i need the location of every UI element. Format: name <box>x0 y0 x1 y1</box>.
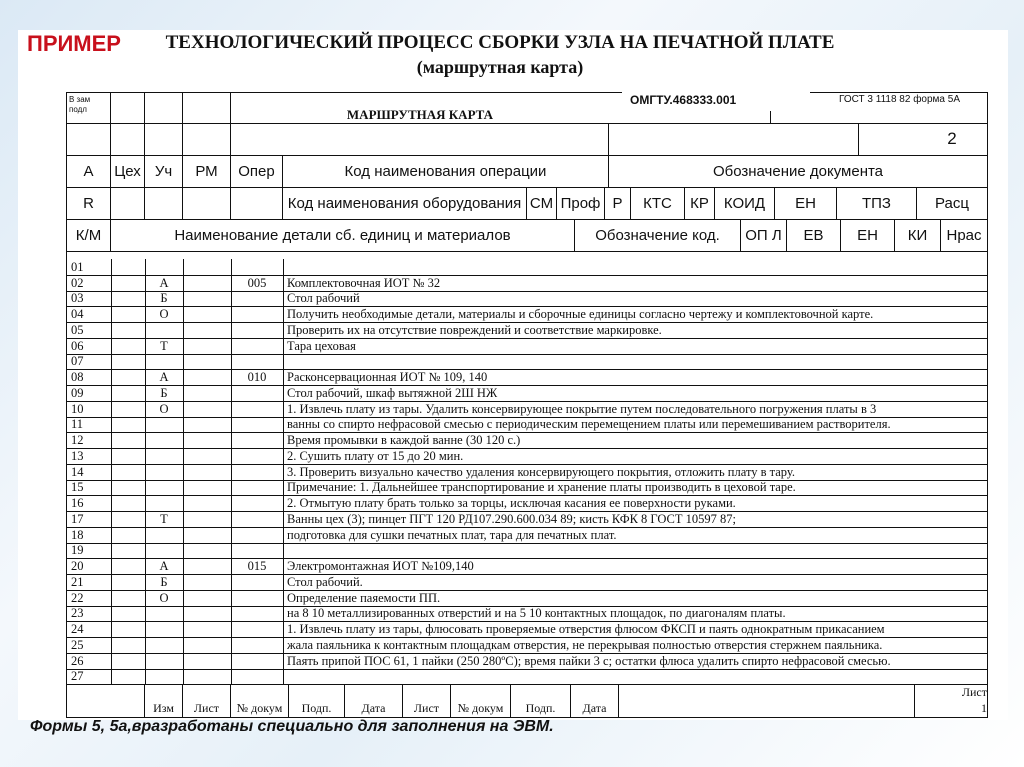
line-number: 19 <box>71 543 84 558</box>
line-mark: Б <box>160 385 168 400</box>
col-document: Обозначение документа <box>712 162 884 180</box>
table-row <box>67 511 987 528</box>
table-row <box>67 448 987 465</box>
line-operation: 005 <box>247 275 267 290</box>
line-text: Стол рабочий <box>287 291 360 306</box>
footer-sign-2: Подп. <box>511 685 571 717</box>
stamp-cell <box>609 123 859 155</box>
col-rasc: Расц <box>935 194 969 212</box>
col-workshop: Цех <box>111 155 145 187</box>
line-number: 22 <box>71 590 84 605</box>
line-number: 13 <box>71 448 84 463</box>
card-title-row <box>231 107 987 123</box>
line-text: 2. Сушить плату от 15 до 20 мин. <box>287 448 464 463</box>
table-row <box>67 385 987 402</box>
table-row <box>67 259 987 276</box>
table-row <box>67 479 987 496</box>
line-text: Получить необходимые детали, материалы и сборочные единицы согласно чертежу и комплектовочной карте. <box>287 307 874 322</box>
table-row <box>67 542 987 559</box>
col-a: А <box>67 155 111 187</box>
line-number: 12 <box>71 433 84 448</box>
line-number: 21 <box>71 574 84 589</box>
page-title: ТЕХНОЛОГИЧЕСКИЙ ПРОЦЕСС СБОРКИ УЗЛА НА ПЕЧАТНОЙ ПЛАТЕ <box>165 32 835 53</box>
col-sm: СМ <box>527 187 557 219</box>
col-section: Уч <box>145 155 183 187</box>
line-number: 05 <box>71 322 84 337</box>
route-card-form <box>66 92 988 718</box>
col-designation: Обозначение код. <box>575 219 741 251</box>
stamp-row-2 <box>67 123 987 156</box>
line-text: Комплектовочная ИОТ № 32 <box>287 275 441 290</box>
col-km: К/М <box>67 219 111 251</box>
table-row <box>67 653 987 670</box>
line-number: 08 <box>71 370 84 385</box>
line-text: Время промывки в каждой ванне (30 120 с.) <box>287 433 521 448</box>
col-en2: ЕН <box>841 219 895 251</box>
table-row <box>67 621 987 638</box>
stamp-cell <box>111 93 145 123</box>
footer-sheet-number: 1 <box>981 701 987 715</box>
line-text: Стол рабочий. <box>287 574 363 589</box>
grid-line <box>183 259 184 684</box>
line-text: Определение паяемости ПП. <box>287 590 441 605</box>
col-opl: ОП Л <box>741 219 787 251</box>
line-number: 27 <box>71 669 84 684</box>
line-number: 09 <box>71 385 84 400</box>
col-r: R <box>67 187 111 219</box>
table-row <box>67 668 987 685</box>
table-row <box>67 353 987 370</box>
line-operation: 010 <box>247 370 267 385</box>
line-mark: О <box>159 401 169 416</box>
line-number: 25 <box>71 637 84 652</box>
sheet-number: 2 <box>947 129 957 148</box>
table-row <box>67 275 987 292</box>
line-number: 07 <box>71 354 84 369</box>
footer-blank-wide <box>619 685 915 717</box>
card-title: МАРШРУТНАЯ КАРТА <box>346 107 494 122</box>
gost-label: ГОСТ 3 1118 82 форма 5А <box>839 94 960 105</box>
footer-change: Изм <box>145 685 183 717</box>
blank-cell <box>111 187 145 219</box>
col-en: ЕН <box>775 187 837 219</box>
line-mark: Т <box>160 511 168 526</box>
line-number: 10 <box>71 401 84 416</box>
table-row <box>67 574 987 591</box>
table-row <box>67 590 987 607</box>
footer-doc-no-2: № докум <box>451 685 511 717</box>
corner-label: В зам подл <box>67 93 111 123</box>
col-operation-code: Код наименования операции <box>283 155 609 187</box>
stamp-cell <box>111 123 145 155</box>
table-row <box>67 495 987 512</box>
example-label: ПРИМЕР <box>27 31 121 56</box>
footer-sheet-label: Лист <box>961 685 987 699</box>
document-code-overlay: ОМГТУ.468333.001 <box>622 89 810 111</box>
table-row <box>67 290 987 307</box>
blank-cell <box>183 187 231 219</box>
table-row <box>67 558 987 575</box>
col-kts: КТС <box>631 187 685 219</box>
line-text: на 8 10 металлизированных отверстий и на 5 10 контактных площадок, по диагоналям платы. <box>287 606 786 621</box>
line-text: жала паяльника к контактным площадкам отверстия, не перекрывая полностью отверстия стержнем паяльника. <box>287 637 883 652</box>
footer-sheet-box <box>915 685 987 717</box>
grid-line <box>231 259 232 684</box>
footer-blank <box>67 685 145 717</box>
line-number: 04 <box>71 307 84 322</box>
line-number: 17 <box>71 511 84 526</box>
stamp-cell <box>231 123 609 155</box>
line-text: Ванны цех (3); пинцет ПГТ 120 РД107.290.600.034 89; кисть КФК 8 ГОСТ 10597 87; <box>287 511 736 526</box>
signature-footer <box>67 684 987 717</box>
blank-cell <box>145 187 183 219</box>
table-row <box>67 637 987 654</box>
line-number: 03 <box>71 291 84 306</box>
line-text: Тара цеховая <box>287 338 356 353</box>
col-p: Р <box>605 187 631 219</box>
table-row <box>67 527 987 544</box>
col-operation: Опер <box>231 155 283 187</box>
line-text: Стол рабочий, шкаф вытяжной 2Ш НЖ <box>287 385 498 400</box>
line-text: 1. Извлечь плату из тары. Удалить консервирующее покрытие путем последовательного погружения платы в 3 <box>287 401 877 416</box>
line-text: Паять припой ПОС 61, 1 пайки (250 280ºС); время пайки 3 с; остатки флюса удалить спирто нефрасовой смесью. <box>287 653 891 668</box>
line-number: 16 <box>71 496 84 511</box>
line-number: 01 <box>71 260 84 274</box>
col-workplace: РМ <box>183 155 231 187</box>
footer-date-2: Дата <box>571 685 619 717</box>
line-number: 24 <box>71 622 84 637</box>
process-lines <box>67 259 987 684</box>
grid-line <box>145 259 146 684</box>
line-text: Расконсервационная ИОТ № 109, 140 <box>287 370 488 385</box>
stamp-cell <box>183 93 231 123</box>
line-number: 14 <box>71 464 84 479</box>
line-mark: А <box>159 275 169 290</box>
table-row <box>67 464 987 481</box>
header-row-3 <box>67 219 987 252</box>
line-number: 18 <box>71 527 84 542</box>
table-row <box>67 432 987 449</box>
table-row <box>67 605 987 622</box>
line-mark: О <box>159 590 169 605</box>
line-text: подготовка для сушки печатных плат, тара для печатных плат. <box>287 527 617 542</box>
col-ev: ЕВ <box>787 219 841 251</box>
line-mark: Б <box>160 574 168 589</box>
line-number: 11 <box>71 417 84 432</box>
table-row <box>67 416 987 433</box>
page-subtitle: (маршрутная карта) <box>416 57 584 77</box>
stamp-cell <box>145 93 183 123</box>
col-part-name: Наименование детали сб. единиц и материалов <box>111 219 575 251</box>
col-ki: КИ <box>895 219 941 251</box>
line-text: Примечание: 1. Дальнейшее транспортирование и хранение платы производить в цеховой таре. <box>287 480 796 495</box>
line-text: Проверить их на отсутствие повреждений и соответствие маркировке. <box>287 322 662 337</box>
line-number: 15 <box>71 480 84 495</box>
footer-sheet-2: Лист <box>403 685 451 717</box>
line-mark: Б <box>160 291 168 306</box>
line-text: 1. Извлечь плату из тары, флюсовать проверяемые отверстия флюсом ФКСП и паять однократным прикасанием <box>287 622 885 637</box>
footer-sheet: Лист <box>183 685 231 717</box>
grid-line <box>111 259 112 684</box>
line-number: 06 <box>71 338 84 353</box>
table-row <box>67 401 987 418</box>
col-kr: КР <box>685 187 715 219</box>
col-equipment-code: Код наименования оборудования <box>283 187 527 219</box>
line-number: 23 <box>71 606 84 621</box>
line-text: Электромонтажная ИОТ №109,140 <box>287 559 474 574</box>
col-nras: Нрас <box>946 226 982 244</box>
line-number: 02 <box>71 275 84 290</box>
table-row <box>67 369 987 386</box>
table-row <box>67 306 987 323</box>
footer-date: Дата <box>345 685 403 717</box>
line-text: 2. Отмытую плату брать только за торцы, исключая касания ее поверхности руками. <box>287 496 736 511</box>
header-row-1 <box>67 155 987 188</box>
col-prof: Проф <box>557 187 605 219</box>
footnote: Формы 5, 5а,вразработаны специально для заполнения на ЭВМ. <box>30 718 554 735</box>
line-number: 26 <box>71 653 84 668</box>
line-mark: А <box>159 559 169 574</box>
header-row-2 <box>67 187 987 220</box>
stamp-cell <box>67 123 111 155</box>
line-number: 20 <box>71 559 84 574</box>
stamp-cell <box>183 123 231 155</box>
stamp-cell <box>145 123 183 155</box>
line-operation: 015 <box>247 559 267 574</box>
footer-doc-no: № докум <box>231 685 289 717</box>
table-row <box>67 338 987 355</box>
line-mark: Т <box>160 338 168 353</box>
col-koid: КОИД <box>715 187 775 219</box>
blank-cell <box>231 187 283 219</box>
line-text: ванны со спирто нефрасовой смесью с периодическим перемещением платы или перемешиванием растворителя. <box>287 417 891 432</box>
line-text: 3. Проверить визуально качество удаления консервирующего покрытия, отложить плату в тару. <box>287 464 796 479</box>
table-row <box>67 322 987 339</box>
line-mark: О <box>159 307 169 322</box>
grid-line <box>283 259 284 684</box>
col-tpz: ТПЗ <box>837 187 917 219</box>
footer-sign: Подп. <box>289 685 345 717</box>
line-mark: А <box>159 370 169 385</box>
